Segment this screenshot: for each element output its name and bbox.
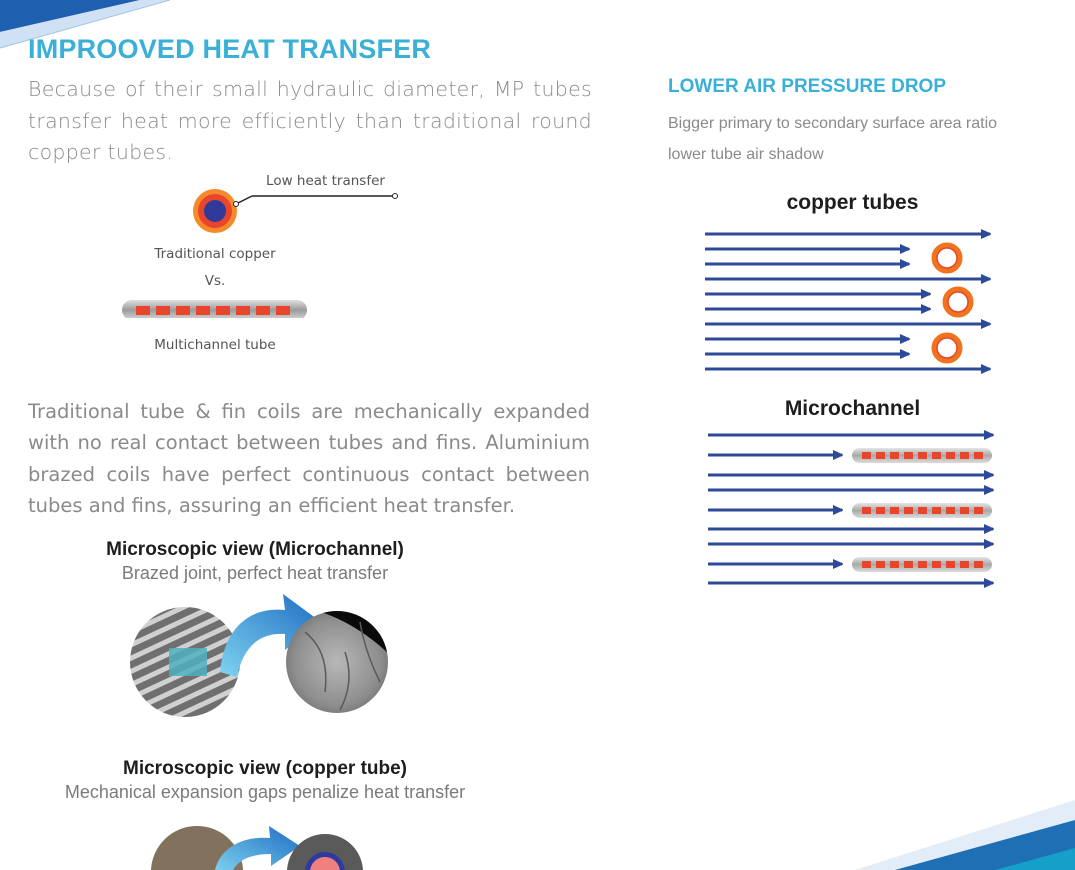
label-multichannel-tube: Multichannel tube <box>154 337 276 353</box>
micro2-images <box>145 826 375 870</box>
copper-tube-ring-icon <box>945 289 971 315</box>
callout-low-heat-transfer: Low heat transfer <box>266 173 385 189</box>
copper-tube-ring-icon <box>934 245 960 271</box>
micro2-subtitle: Mechanical expansion gaps penalize heat transfer <box>64 782 466 802</box>
right-subtext-line1: Bigger primary to secondary surface area ratio <box>668 115 998 132</box>
micro1-images <box>125 592 395 722</box>
body-paragraph: Traditional tube & fin coils are mechanically expanded with no real contact between tubes and fins. Aluminium brazed coils have perfect continuous contact between tubes and fins, assuring an efficient heat transfer. <box>28 400 590 517</box>
micro1-title: Microscopic view (Microchannel) <box>106 539 404 560</box>
right-subtext-line2: lower tube air shadow <box>668 146 824 163</box>
microchannel-title: Microchannel <box>784 397 921 420</box>
copper-tubes-title: copper tubes <box>786 191 919 214</box>
heading-improved-heat-transfer: IMPROOVED HEAT TRANSFER <box>28 34 432 64</box>
intro-paragraph: Because of their small hydraulic diameter, MP tubes transfer heat more efficiently than traditional round copper tubes. <box>28 77 592 164</box>
corner-decoration-bottom <box>795 790 1075 870</box>
multichannel-tube-channels <box>130 305 305 317</box>
micro2-title: Microscopic view (copper tube) <box>123 758 407 779</box>
label-traditional-copper: Traditional copper <box>154 246 276 262</box>
right-subtext <box>668 108 1068 170</box>
label-vs: Vs. <box>204 273 226 289</box>
copper-vs-multichannel-diagram <box>120 168 410 318</box>
heading-lower-air-pressure-drop: LOWER AIR PRESSURE DROP <box>668 76 946 97</box>
microchannel-airflow-diagram <box>700 425 1000 590</box>
micro1-subtitle: Brazed joint, perfect heat transfer <box>121 563 389 583</box>
copper-airflow-diagram <box>700 224 1000 379</box>
copper-tube-ring-icon <box>934 335 960 361</box>
